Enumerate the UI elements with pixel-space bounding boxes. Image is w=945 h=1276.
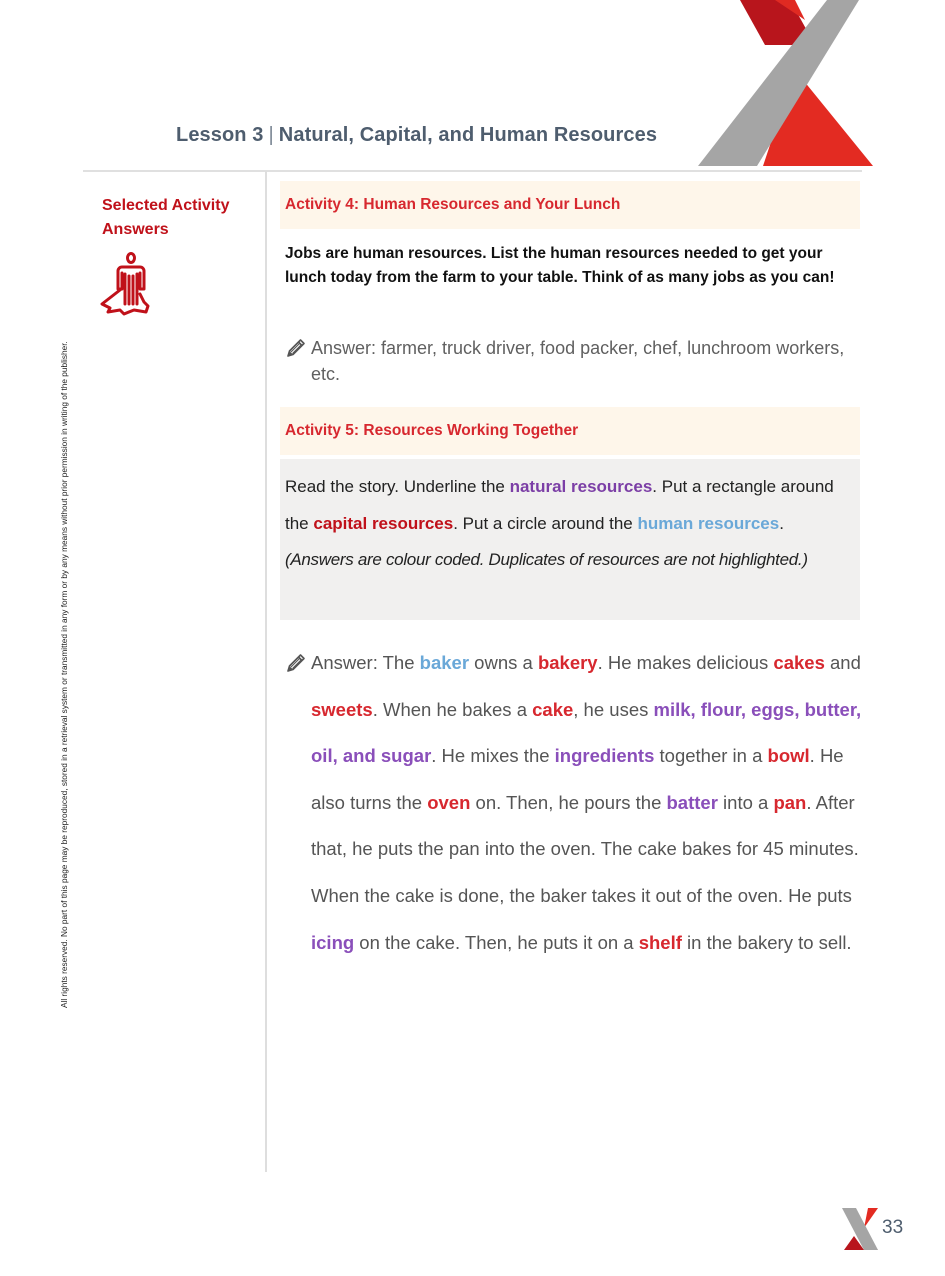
capital-resource-word: bowl: [767, 745, 810, 767]
instruction-text: .: [779, 513, 784, 533]
story-text: on. Then, he pours the: [470, 791, 667, 813]
capital-resource-word: cakes: [773, 652, 825, 673]
person-standing-icon: [98, 250, 154, 316]
colour-code-note: (Answers are colour coded. Duplicates of resources are not highlighted.): [285, 550, 808, 569]
story-text: into a: [717, 791, 774, 813]
lesson-name: Natural, Capital, and Human Resources: [278, 124, 658, 146]
brand-logo-x: [695, 0, 875, 166]
capital-resources-label: capital resources: [313, 513, 454, 533]
natural-resource-word: icing: [311, 931, 355, 953]
natural-resources-label: natural resources: [509, 477, 653, 496]
activity-4-instructions: Jobs are human resources. List the human resources needed to get your lunch today from the farm to your table. Think of as many jobs as you can!: [285, 245, 835, 286]
story-text: . He makes delicious: [597, 652, 774, 673]
title-separator: |: [268, 124, 274, 146]
story-text: Answer: The: [311, 652, 420, 673]
activity-5-title: Activity 5: Resources Working Together: [280, 407, 860, 455]
activity-5-instructions: [280, 459, 860, 620]
story-text: . When he bakes a: [372, 698, 533, 720]
instruction-text: Read the story. Underline the: [285, 477, 510, 496]
story-text: and: [824, 652, 861, 673]
story-text: . After that, he puts the pan into the oven. The cake bakes for 45 minutes. When the cake is done, the baker takes it out of the oven. He puts: [311, 791, 859, 906]
natural-resource-word: ingredients: [554, 745, 655, 767]
story-text: on the cake. Then, he puts it on a: [354, 931, 639, 953]
capital-resource-word: bakery: [537, 652, 598, 673]
human-resource-word: baker: [419, 652, 470, 673]
natural-resource-word: batter: [666, 791, 718, 813]
page-number: 33: [882, 1217, 904, 1238]
brand-logo-x-small: [840, 1206, 880, 1250]
pencil-icon: [285, 652, 307, 674]
story-text: . He also turns the: [311, 745, 844, 813]
activity-5-answer: [285, 640, 865, 966]
story-text: in the bakery to sell.: [681, 931, 852, 953]
instruction-text: . Put a circle around the: [453, 513, 638, 533]
lesson-number: Lesson 3: [176, 124, 264, 146]
capital-resource-word: oven: [427, 791, 471, 813]
pencil-icon: [285, 337, 307, 359]
lesson-title: [176, 124, 657, 147]
story-text: , he uses: [573, 698, 654, 720]
copyright-notice: All rights reserved. No part of this page may be reproduced, stored in a retrieval system or transmitted in any form or by any means without prior permission in writing of the publisher.: [59, 341, 69, 1008]
story-text: owns a: [469, 652, 538, 673]
header-divider: [83, 170, 862, 172]
capital-resource-word: shelf: [638, 931, 682, 953]
story-text: together in a: [654, 745, 768, 767]
sidebar-heading: Selected Activity Answers: [102, 197, 230, 238]
activity-4-title: Activity 4: Human Resources and Your Lunch: [280, 181, 860, 229]
capital-resource-word: sweets: [311, 698, 373, 720]
column-divider: [265, 171, 267, 1172]
human-resources-label: human resources: [637, 513, 780, 533]
answer-text: Answer: farmer, truck driver, food packer, chef, lunchroom workers, etc.: [311, 338, 845, 384]
instruction-text: . Put a rectangle around the: [285, 477, 834, 533]
activity-4-answer: [285, 335, 860, 387]
capital-resource-word: cake: [532, 698, 574, 720]
natural-resource-word: milk, flour, eggs, butter, oil, and sugar: [311, 698, 862, 767]
story-text: . He mixes the: [431, 745, 555, 767]
capital-resource-word: pan: [773, 791, 807, 813]
